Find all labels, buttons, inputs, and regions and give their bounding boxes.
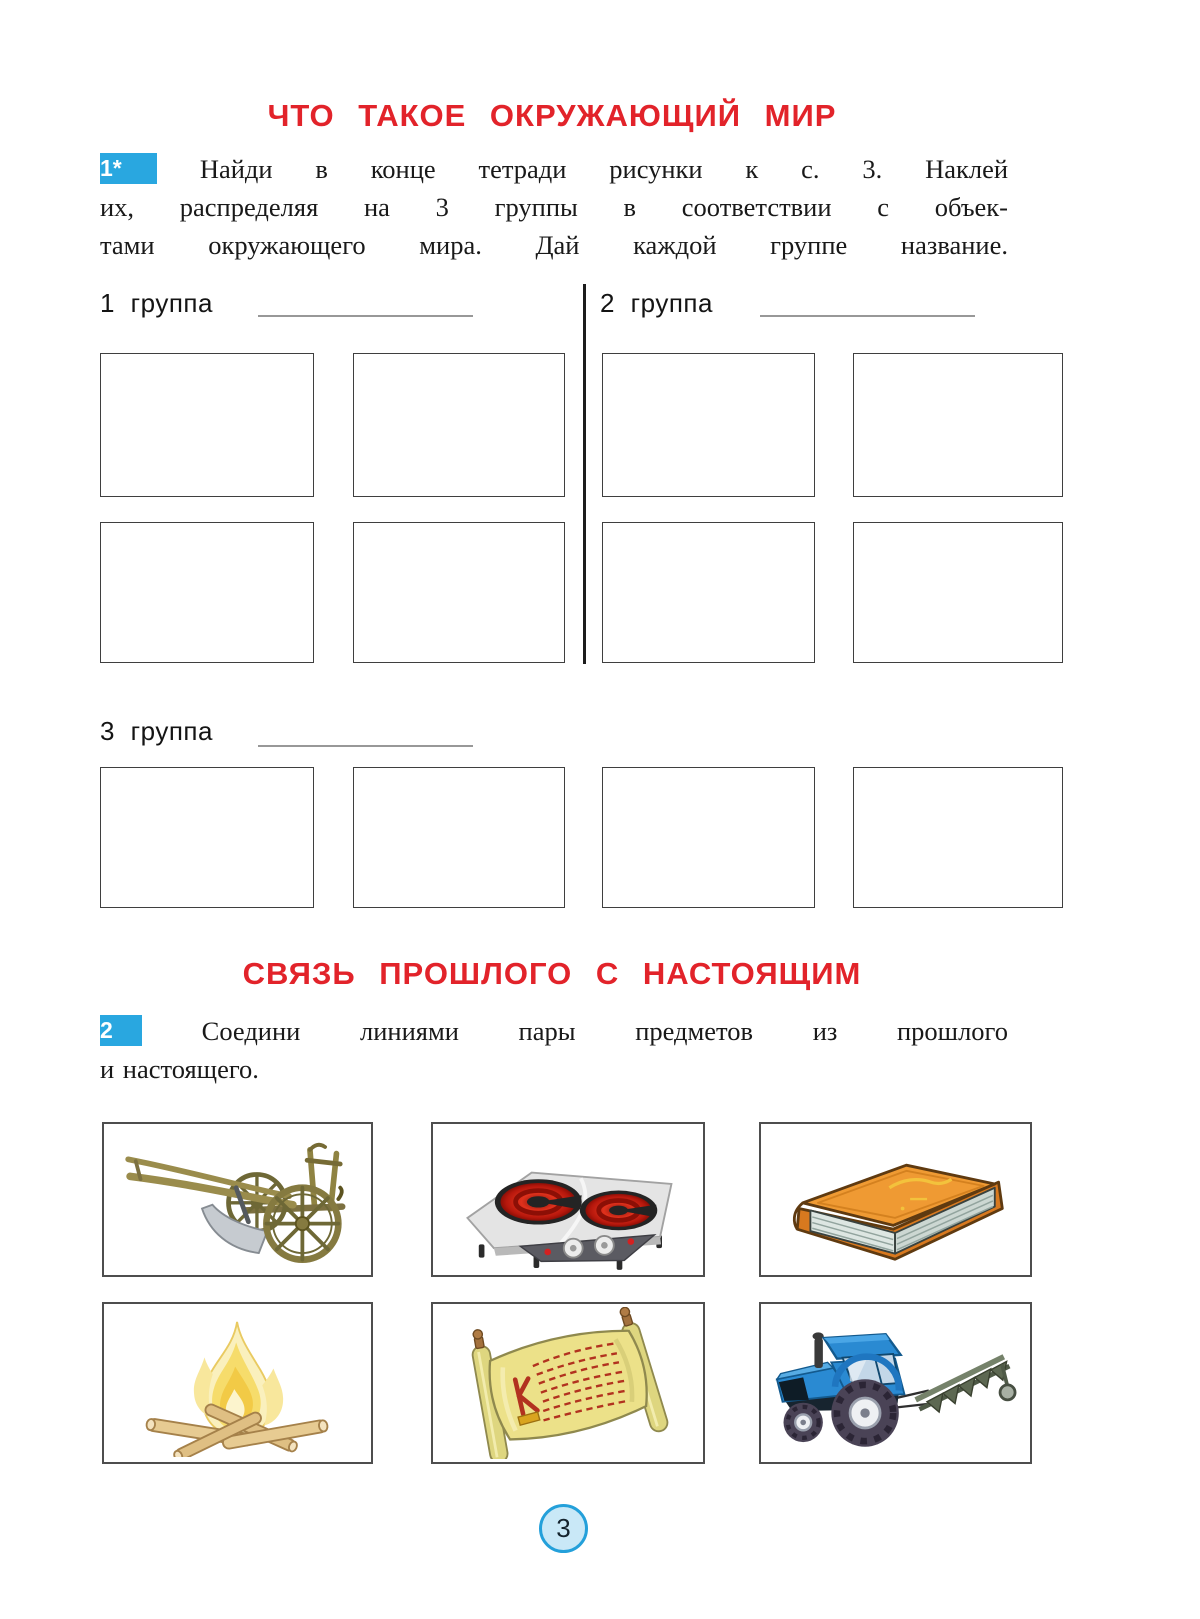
sticker-box[interactable] bbox=[602, 353, 815, 497]
task1-line-3: тами окружающего мира. Дай каждой группе название. bbox=[100, 230, 1008, 260]
electric-hotplate-icon bbox=[441, 1129, 696, 1271]
task1-paragraph bbox=[100, 150, 1008, 264]
sticker-box[interactable] bbox=[353, 522, 565, 663]
item-box-wooden-plough[interactable] bbox=[102, 1122, 373, 1277]
sticker-box[interactable] bbox=[353, 767, 565, 908]
item-box-campfire[interactable] bbox=[102, 1302, 373, 1464]
task2-line-1-text: Соедини линиями пары предметов из прошлого bbox=[201, 1016, 1009, 1046]
group3-name-blank[interactable] bbox=[258, 745, 473, 747]
sticker-box[interactable] bbox=[853, 767, 1063, 908]
section1-title: ЧТО ТАКОЕ ОКРУЖАЮЩИЙ МИР bbox=[267, 98, 837, 133]
item-box-parchment-scroll[interactable] bbox=[431, 1302, 705, 1464]
sticker-box[interactable] bbox=[100, 767, 314, 908]
page-number-badge bbox=[539, 1504, 588, 1553]
task2-line-1 bbox=[100, 1012, 1008, 1050]
task2-paragraph bbox=[100, 1012, 1008, 1088]
item-box-book[interactable] bbox=[759, 1122, 1032, 1277]
task1-number-badge: 1* bbox=[100, 153, 157, 184]
book-icon bbox=[769, 1129, 1023, 1271]
sticker-box[interactable] bbox=[100, 522, 314, 663]
wooden-plough-icon bbox=[112, 1129, 364, 1271]
column-divider bbox=[583, 284, 586, 664]
task1-line-1-text: Найди в конце тетради рисунки к с. 3. Наклей bbox=[199, 154, 1009, 184]
group1-label: 1 группа bbox=[100, 288, 213, 318]
sticker-box[interactable] bbox=[100, 353, 314, 497]
task1-line-2: их, распределяя на 3 группы в соответствии с объек- bbox=[100, 192, 1008, 222]
item-box-tractor[interactable] bbox=[759, 1302, 1032, 1464]
sticker-box[interactable] bbox=[353, 353, 565, 497]
sticker-box[interactable] bbox=[853, 522, 1063, 663]
tractor-with-plough-icon bbox=[769, 1308, 1023, 1458]
section2-title: СВЯЗЬ ПРОШЛОГО С НАСТОЯЩИМ bbox=[242, 956, 862, 991]
group1-name-blank[interactable] bbox=[258, 315, 473, 317]
task1-line-1 bbox=[100, 150, 1008, 188]
campfire-icon bbox=[112, 1309, 364, 1457]
parchment-scroll-icon bbox=[441, 1307, 696, 1459]
group2-name-blank[interactable] bbox=[760, 315, 975, 317]
page-number: 3 bbox=[556, 1513, 571, 1543]
group3-label: 3 группа bbox=[100, 716, 213, 746]
sticker-box[interactable] bbox=[602, 522, 815, 663]
group2-label: 2 группа bbox=[600, 288, 713, 318]
item-box-electric-hotplate[interactable] bbox=[431, 1122, 705, 1277]
task2-number-badge: 2 bbox=[100, 1015, 142, 1046]
task2-line-2: и настоящего. bbox=[100, 1054, 259, 1084]
sticker-box[interactable] bbox=[602, 767, 815, 908]
sticker-box[interactable] bbox=[853, 353, 1063, 497]
